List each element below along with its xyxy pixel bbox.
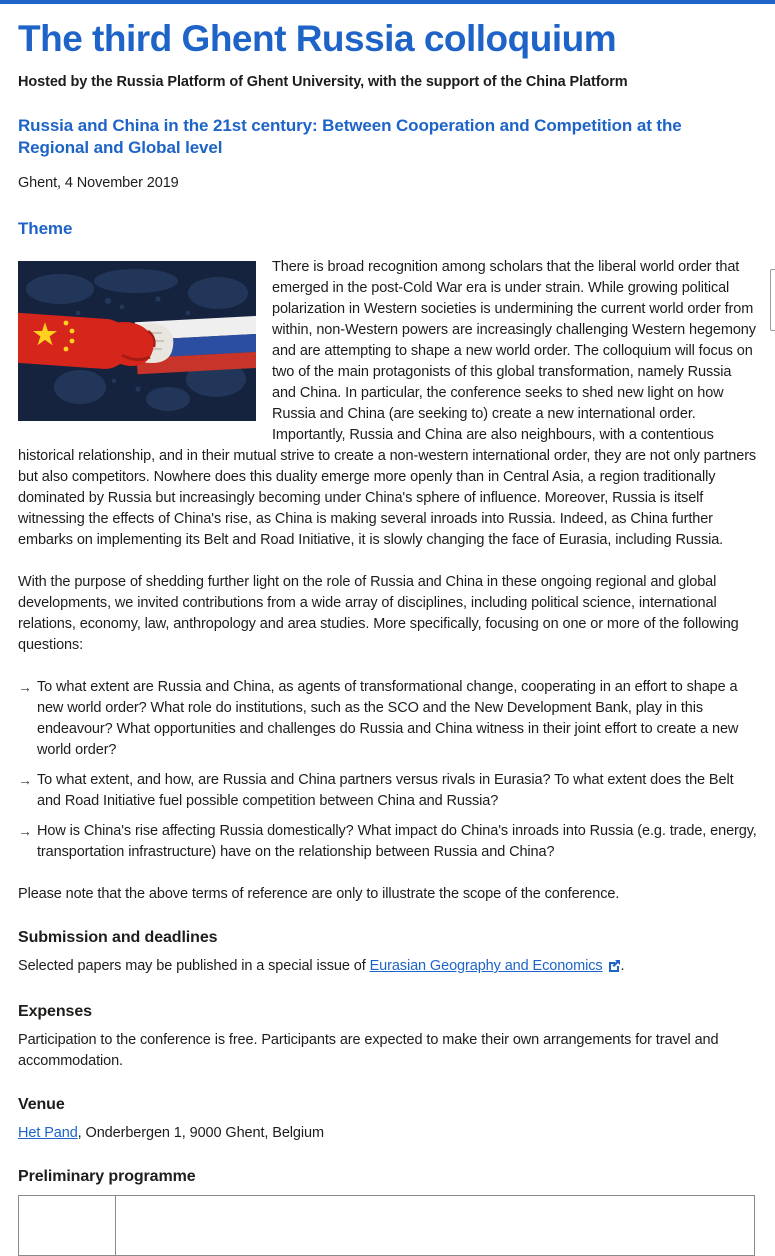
scrollbar-thumb[interactable] (770, 269, 775, 331)
hosted-by-subtitle: Hosted by the Russia Platform of Ghent University, with the support of the China Platform (18, 74, 628, 90)
venue-address: , Onderbergen 1, 9000 Ghent, Belgium (77, 1125, 324, 1141)
page-title: The third Ghent Russia colloquium (18, 18, 617, 59)
submission-text (18, 956, 757, 979)
theme-paragraph-2: With the purpose of shedding further light on the role of Russia and China in these ongoing regional and global developments, we invited contributions from a wide array of disciplines, including political science, international relations, economy, law, anthropology and area studies. More specifically, focusing on one or more of the following questions: (18, 574, 739, 653)
theme-paragraph-1: There is broad recognition among scholars that the liberal world order that emerged in the post-Cold War era is under strain. While growing political polarization in Western societies is undermining the current world order from within, non-Western powers are increasingly challenging Western hegemony and are attempting to shape a new world order. The colloquium will focus on two of the main protagonists of this global transformation, namely Russia and China. In particular, the conference seeks to shed new light on how Russia and China (are seeking to) create a new international order. Importantly, Russia and China are also neighbours, with a contentious historical relationship, and in their mutual strive to create a non-western international order, they are not only partners but also competitors. Nowhere does this duality emerge more openly than in Central Asia, a region traditionally dominated by Russia but increasingly becoming under China's sphere of influence. Moreover, Russia is itself witnessing the effects of China's rise, as China is making several inroads into Russia. Indeed, as China further embarks on implementing its Belt and Road Initiative, it is slowly changing the face of Eurasia, including Russia. (18, 259, 757, 548)
venue-heading: Venue (18, 1096, 65, 1113)
submission-heading: Submission and deadlines (18, 929, 218, 946)
list-item (18, 677, 757, 761)
expenses-text: Participation to the conference is free. Participants are expected to make their own arrangements for travel and accommodation. (18, 1032, 719, 1069)
russia-china-handshake-image (18, 261, 256, 421)
theme-questions-list (18, 677, 757, 863)
terms-note: Please note that the above terms of reference are only to illustrate the scope of the conference. (18, 886, 620, 902)
theme-heading: Theme (18, 219, 73, 238)
list-item-text: To what extent, and how, are Russia and China partners versus rivals in Eurasia? To what extent does the Belt and Road Initiative fuel possible competition between China and Russia? (37, 772, 734, 809)
arrow-bullet-icon: → (18, 823, 32, 839)
submission-text-after: . (620, 958, 625, 974)
event-title: Russia and China in the 21st century: Between Cooperation and Competition at the Regional and Global level (18, 116, 682, 157)
programme-table (18, 1195, 755, 1256)
event-date: Ghent, 4 November 2019 (18, 175, 179, 191)
page-content (0, 18, 775, 1256)
top-accent-bar (0, 0, 775, 4)
arrow-bullet-icon: → (18, 679, 32, 695)
list-item (18, 770, 757, 812)
expenses-heading: Expenses (18, 1003, 92, 1020)
table-row (19, 1196, 755, 1256)
submission-text-before: Selected papers may be published in a special issue of (18, 958, 370, 974)
het-pand-link[interactable]: Het Pand (18, 1125, 78, 1141)
venue-text (18, 1123, 757, 1144)
handshake-illustration-svg (18, 261, 256, 421)
list-item-text: To what extent are Russia and China, as agents of transformational change, cooperating in an effort to shape a new world order? What role do institutions, such as the SCO and the New Development Bank, play in this endeavour? What opportunities and challenges do Russia and China witness in their joint effort to create a new world order? (37, 679, 739, 758)
programme-time-cell (19, 1196, 116, 1256)
eurasian-geography-link[interactable]: Eurasian Geography and Economics (369, 958, 603, 974)
programme-heading: Preliminary programme (18, 1168, 196, 1185)
programme-detail-cell (116, 1196, 755, 1256)
list-item (18, 821, 757, 863)
list-item-text: How is China's rise affecting Russia domestically? What impact do China's inroads into Russia (e.g. trade, energy, transportation infrastructure) have on the relationship between Russia and China? (37, 823, 757, 860)
arrow-bullet-icon: → (18, 772, 32, 788)
external-link-icon[interactable] (608, 958, 621, 979)
